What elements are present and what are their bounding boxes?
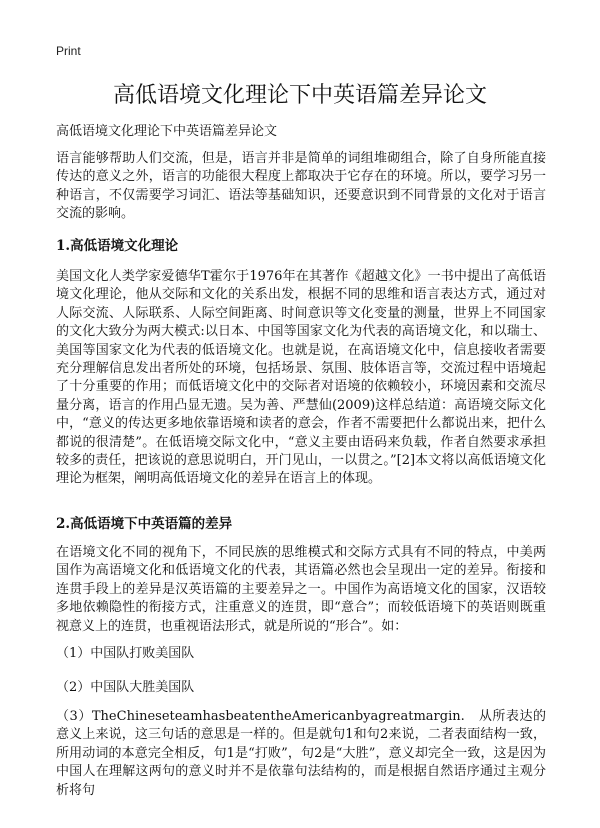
section2-heading: 2.高低语境下中英语篇的差异 xyxy=(56,516,233,532)
section2-paragraph: 在语境文化不同的视角下，不同民族的思维模式和交际方式具有不同的特点，中美两国作为高语境文化和低语境文化的代表，其语篇必然也会呈现出一定的差异。衔接和连贯手段上的差异是汉英语篇的主要差异之一。中国作为高语境文化的国家，汉语较多地依赖隐性的衔接方式，注重意义的连贯，即“意合”；而较低语境下的英语则既重视意义上的连贯，也重视语法形式，就是所说的“形合”。如： xyxy=(56,545,546,634)
document-subtitle: 高低语境文化理论下中英语篇差异论文 xyxy=(56,124,278,139)
example-item-1: （1）中国队打败美国队 xyxy=(56,646,195,661)
page-title: 高低语境文化理论下中英语篇差异论文 xyxy=(112,83,487,108)
example-item-2: （2）中国队大胜美国队 xyxy=(56,680,195,695)
section1-heading: 1.高低语境文化理论 xyxy=(56,238,179,254)
print-link[interactable]: Print xyxy=(56,44,81,58)
example-item-3-paragraph: （3）TheChineseteamhasbeatentheAmericanbyagreatmargin. 从所表达的意义上来说，这三句话的意思是一样的。但是就句1和句2来说，二者表面结构一致，所用动词的本意完全相反，句1是“打败”，句2是“大胜”，意义却完全一致，这是因为中国人在理解这两句的意义时并不是依靠句法结构的，而是根据自然语序通过主观分析将句 xyxy=(56,709,546,798)
section1-paragraph: 美国文化人类学家爱德华T霍尔于1976年在其著作《超越文化》一书中提出了高低语境文化理论，他从交际和文化的关系出发，根据不同的思维和语言表达方式，通过对人际交流、人际联系、人际空间距离、时间意识等文化变量的测量，世界上不同国家的文化大致分为两大模式:以日本、中国等国家文化为代表的高语境文化，和以瑞士、美国等国家文化为代表的低语境文化。也就是说，在高语境文化中，信息接收者需要充分理解信息发出者所处的环境，包括场景、氛围、肢体语言等，交流过程中语境起了十分重要的作用；而低语境文化中的交际者对语境的依赖较小，环境因素和交流尽量分离，语言的作用凸显无遗。吴为善、严慧仙(2009)这样总结道：高语境交际文化中，“意义的传达更多地依靠语境和读者的意会，作者不需要把什么都说出来，把什么都说的很清楚”。在低语境交际文化中，“意义主要由语码来负载，作者自然要求承担较多的责任，把该说的意思说明白，开门见山，一以贯之。”[2]本文将以高低语境文化理论为框架，阐明高低语境文化的差异在语言上的体现。 xyxy=(56,269,546,487)
intro-paragraph: 语言能够帮助人们交流，但是，语言并非是简单的词组堆砌组合，除了自身所能直接传达的意义之外，语言的功能很大程度上都取决于它存在的环境。所以，要学习另一种语言，不仅需要学习词汇、语法等基础知识，还要意识到不同背景的文化对于语言交流的影响。 xyxy=(56,151,546,222)
